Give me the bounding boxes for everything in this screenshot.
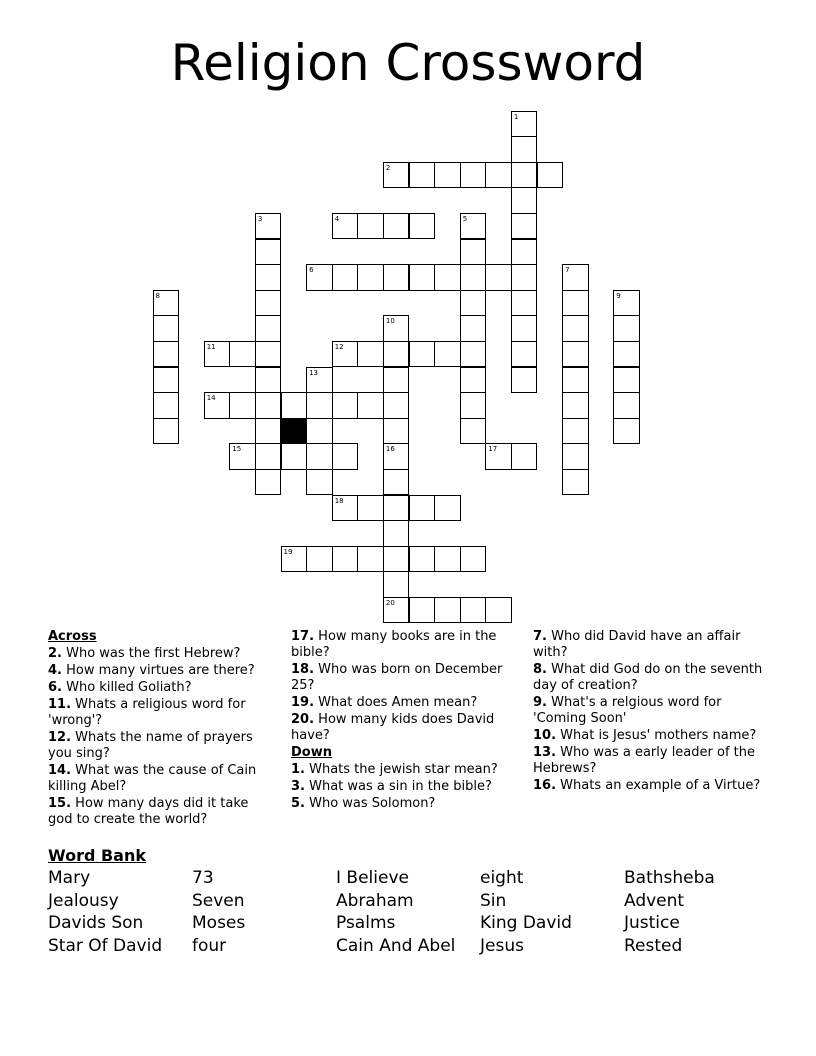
- crossword-cell[interactable]: [434, 546, 461, 573]
- word-bank-item: Justice: [624, 913, 680, 933]
- clue-down-1: 1. Whats the jewish star mean?: [291, 762, 498, 777]
- crossword-cell[interactable]: [613, 367, 640, 394]
- crossword-cell[interactable]: [229, 341, 256, 368]
- word-bank-item: four: [192, 936, 227, 956]
- word-bank-item: Jesus: [480, 936, 524, 956]
- word-bank-item: Psalms: [336, 913, 396, 933]
- word-bank-item: Abraham: [336, 891, 414, 911]
- crossword-cell[interactable]: [383, 546, 410, 573]
- crossword-cell[interactable]: [383, 571, 410, 598]
- crossword-cell[interactable]: [613, 315, 640, 342]
- clue-across-12: 12. Whats the name of prayers you sing?: [48, 730, 253, 761]
- crossword-cell[interactable]: [434, 597, 461, 624]
- crossword-cell[interactable]: [511, 367, 538, 394]
- crossword-cell[interactable]: [153, 418, 180, 445]
- crossword-cell[interactable]: [255, 264, 282, 291]
- clue-number: 13: [309, 368, 319, 377]
- crossword-cell[interactable]: [357, 213, 384, 240]
- clue-across-4: 4. How many virtues are there?: [48, 663, 255, 678]
- clue-number: 6: [309, 266, 314, 275]
- crossword-cell[interactable]: [383, 264, 410, 291]
- crossword-cell[interactable]: [383, 520, 410, 547]
- word-bank-title: Word Bank: [48, 846, 147, 865]
- crossword-cell[interactable]: [511, 315, 538, 342]
- crossword-cell[interactable]: [306, 546, 333, 573]
- crossword-cell[interactable]: [460, 341, 487, 368]
- crossword-cell[interactable]: [460, 546, 487, 573]
- down-heading: Down: [291, 745, 332, 760]
- word-bank-item: Davids Son: [48, 913, 144, 933]
- clue-number: 12: [334, 342, 344, 351]
- crossword-cell[interactable]: [281, 546, 308, 573]
- crossword-cell[interactable]: [357, 495, 384, 522]
- crossword-cell[interactable]: [383, 443, 410, 470]
- crossword-cell[interactable]: [255, 341, 282, 368]
- crossword-cell[interactable]: [434, 264, 461, 291]
- crossword-cell[interactable]: [409, 341, 436, 368]
- crossword-cell[interactable]: [511, 187, 538, 214]
- crossword-cell[interactable]: [383, 341, 410, 368]
- crossword-cell[interactable]: [255, 239, 282, 266]
- clue-number: 16: [385, 445, 395, 454]
- crossword-cell[interactable]: [460, 290, 487, 317]
- clue-number: 15: [232, 445, 242, 454]
- page-title: Religion Crossword: [170, 34, 646, 92]
- crossword-cell[interactable]: [562, 290, 589, 317]
- crossword-cell[interactable]: [204, 341, 231, 368]
- crossword-cell[interactable]: [383, 418, 410, 445]
- crossword-cell[interactable]: [511, 290, 538, 317]
- crossword-cell[interactable]: [562, 469, 589, 496]
- crossword-cell[interactable]: [434, 162, 461, 189]
- clue-down-7: 7. Who did David have an affair with?: [533, 629, 741, 660]
- crossword-cell[interactable]: [383, 392, 410, 419]
- word-bank-item: I Believe: [336, 868, 409, 888]
- crossword-cell[interactable]: [460, 418, 487, 445]
- crossword-cell[interactable]: [229, 443, 256, 470]
- crossword-cell[interactable]: [562, 418, 589, 445]
- clue-number: 10: [385, 317, 395, 326]
- crossword-cell[interactable]: [255, 315, 282, 342]
- clue-number: 4: [334, 214, 340, 223]
- crossword-cell[interactable]: [562, 264, 589, 291]
- crossword-cell[interactable]: [357, 264, 384, 291]
- clue-across-2: 2. Who was the first Hebrew?: [48, 646, 241, 661]
- crossword-cell[interactable]: [306, 418, 333, 445]
- word-bank-item: Jealousy: [48, 891, 119, 911]
- clues-column-1: [48, 629, 270, 829]
- crossword-cell[interactable]: [613, 341, 640, 368]
- clue-down-16: 16. Whats an example of a Virtue?: [533, 778, 761, 793]
- crossword-cell[interactable]: [383, 367, 410, 394]
- crossword-cell[interactable]: [332, 213, 359, 240]
- crossword-cell[interactable]: [153, 367, 180, 394]
- clue-across-6: 6. Who killed Goliath?: [48, 680, 192, 695]
- crossword-cell[interactable]: [229, 392, 256, 419]
- crossword-cell[interactable]: [383, 469, 410, 496]
- crossword-cell[interactable]: [409, 495, 436, 522]
- clue-number: 19: [283, 547, 293, 556]
- crossword-cell[interactable]: [153, 392, 180, 419]
- crossword-cell[interactable]: [383, 597, 410, 624]
- clue-down-10: 10. What is Jesus' mothers name?: [533, 728, 757, 743]
- word-bank-item: Seven: [192, 891, 245, 911]
- crossword-cell[interactable]: [306, 367, 333, 394]
- clue-number: 20: [385, 598, 395, 607]
- clue-number: 11: [206, 342, 216, 351]
- clue-number: 17: [488, 445, 498, 454]
- crossword-cell[interactable]: [383, 162, 410, 189]
- word-bank-item: Advent: [624, 891, 685, 911]
- crossword-cell[interactable]: [357, 341, 384, 368]
- crossword-cell[interactable]: [485, 443, 512, 470]
- crossword-cell[interactable]: [255, 443, 282, 470]
- clue-across-20: 20. How many kids does David have?: [291, 712, 495, 743]
- crossword-cell[interactable]: [332, 443, 359, 470]
- crossword-cell[interactable]: [562, 443, 589, 470]
- crossword-cell[interactable]: [383, 315, 410, 342]
- crossword-cell[interactable]: [434, 495, 461, 522]
- crossword-cell[interactable]: [332, 495, 359, 522]
- crossword-cell[interactable]: [562, 367, 589, 394]
- clue-number: 14: [206, 394, 216, 403]
- word-bank-item: Cain And Abel: [336, 936, 456, 956]
- clue-number: 18: [334, 496, 344, 505]
- crossword-cell[interactable]: [511, 111, 538, 138]
- crossword-cell[interactable]: [153, 341, 180, 368]
- clue-number: 1: [513, 112, 519, 121]
- crossword-cell[interactable]: [306, 264, 333, 291]
- crossword-cell[interactable]: [332, 546, 359, 573]
- clue-across-11: 11. Whats a religious word for 'wrong'?: [48, 697, 246, 728]
- crossword-cell[interactable]: [460, 315, 487, 342]
- clue-across-14: 14. What was the cause of Cain killing Abel?: [48, 763, 257, 794]
- crossword-cell[interactable]: [562, 315, 589, 342]
- word-bank-item: eight: [480, 868, 524, 888]
- crossword-cell[interactable]: [460, 392, 487, 419]
- word-bank-item: King David: [480, 913, 572, 933]
- crossword-cell[interactable]: [306, 392, 333, 419]
- clue-number: 3: [257, 214, 263, 223]
- crossword-cell[interactable]: [204, 392, 231, 419]
- crossword-cell[interactable]: [383, 495, 410, 522]
- crossword-cell[interactable]: [306, 469, 333, 496]
- clues-column-3: [533, 629, 765, 795]
- clue-number: 2: [385, 163, 391, 172]
- crossword-cell[interactable]: [511, 213, 538, 240]
- crossword-cell[interactable]: [460, 597, 487, 624]
- clue-number: 8: [155, 291, 160, 300]
- crossword-cell[interactable]: [485, 597, 512, 624]
- crossword-cell[interactable]: [511, 264, 538, 291]
- clue-down-8: 8. What did God do on the seventh day of creation?: [533, 662, 763, 693]
- crossword-cell[interactable]: [306, 443, 333, 470]
- crossword-cell[interactable]: [383, 213, 410, 240]
- crossword-cell[interactable]: [409, 264, 436, 291]
- crossword-cell[interactable]: [485, 264, 512, 291]
- clue-down-9: 9. What's a relgious word for 'Coming Soon': [533, 695, 722, 726]
- crossword-cell[interactable]: [434, 341, 461, 368]
- crossword-cell[interactable]: [511, 443, 538, 470]
- black-square: [281, 418, 308, 445]
- crossword-cell[interactable]: [511, 136, 538, 163]
- crossword-cell[interactable]: [281, 392, 308, 419]
- word-bank-item: Rested: [624, 936, 683, 956]
- crossword-cell[interactable]: [255, 367, 282, 394]
- crossword-cell[interactable]: [153, 290, 180, 317]
- word-bank-item: Moses: [192, 913, 246, 933]
- word-bank-item: Star Of David: [48, 936, 163, 956]
- crossword-cell[interactable]: [460, 162, 487, 189]
- crossword-cell[interactable]: [255, 213, 282, 240]
- crossword-cell[interactable]: [255, 392, 282, 419]
- crossword-cell[interactable]: [255, 418, 282, 445]
- word-bank-item: Sin: [480, 891, 507, 911]
- clue-across-18: 18. Who was born on December 25?: [291, 662, 503, 693]
- crossword-cell[interactable]: [153, 315, 180, 342]
- crossword-cell[interactable]: [460, 264, 487, 291]
- across-heading: Across: [48, 629, 97, 644]
- crossword-cell[interactable]: [332, 341, 359, 368]
- word-bank-item: 73: [192, 868, 214, 888]
- crossword-cell[interactable]: [485, 162, 512, 189]
- crossword-cell[interactable]: [511, 162, 538, 189]
- crossword-cell[interactable]: [613, 418, 640, 445]
- clue-number: 9: [616, 291, 621, 300]
- crossword-cell[interactable]: [332, 392, 359, 419]
- crossword-cell[interactable]: [562, 341, 589, 368]
- crossword-cell[interactable]: [613, 290, 640, 317]
- crossword-cell[interactable]: [409, 213, 436, 240]
- clue-across-19: 19. What does Amen mean?: [291, 695, 478, 710]
- crossword-cell[interactable]: [460, 239, 487, 266]
- crossword-cell[interactable]: [255, 469, 282, 496]
- crossword-cell[interactable]: [281, 443, 308, 470]
- crossword-cell[interactable]: [511, 239, 538, 266]
- crossword-cell[interactable]: [255, 290, 282, 317]
- crossword-cell[interactable]: [460, 213, 487, 240]
- crossword-cell[interactable]: [409, 597, 436, 624]
- crossword-cell[interactable]: [332, 264, 359, 291]
- crossword-cell[interactable]: [357, 546, 384, 573]
- crossword-cell[interactable]: [511, 341, 538, 368]
- clue-down-5: 5. Who was Solomon?: [291, 796, 436, 811]
- clue-down-13: 13. Who was a early leader of the Hebrews?: [533, 745, 756, 776]
- word-bank-item: Mary: [48, 868, 91, 888]
- word-bank-item: Bathsheba: [624, 868, 715, 888]
- clue-number: 5: [462, 214, 468, 223]
- crossword-cell[interactable]: [460, 367, 487, 394]
- clue-across-17: 17. How many books are in the bible?: [291, 629, 497, 660]
- clues-column-2: [291, 629, 513, 813]
- crossword-cell[interactable]: [409, 162, 436, 189]
- crossword-cell[interactable]: [562, 392, 589, 419]
- crossword-cell[interactable]: [357, 392, 384, 419]
- clue-number: 7: [565, 266, 570, 275]
- crossword-cell[interactable]: [613, 392, 640, 419]
- crossword-cell[interactable]: [409, 546, 436, 573]
- clue-across-15: 15. How many days did it take god to create the world?: [48, 796, 249, 827]
- clue-down-3: 3. What was a sin in the bible?: [291, 779, 492, 794]
- crossword-cell[interactable]: [537, 162, 564, 189]
